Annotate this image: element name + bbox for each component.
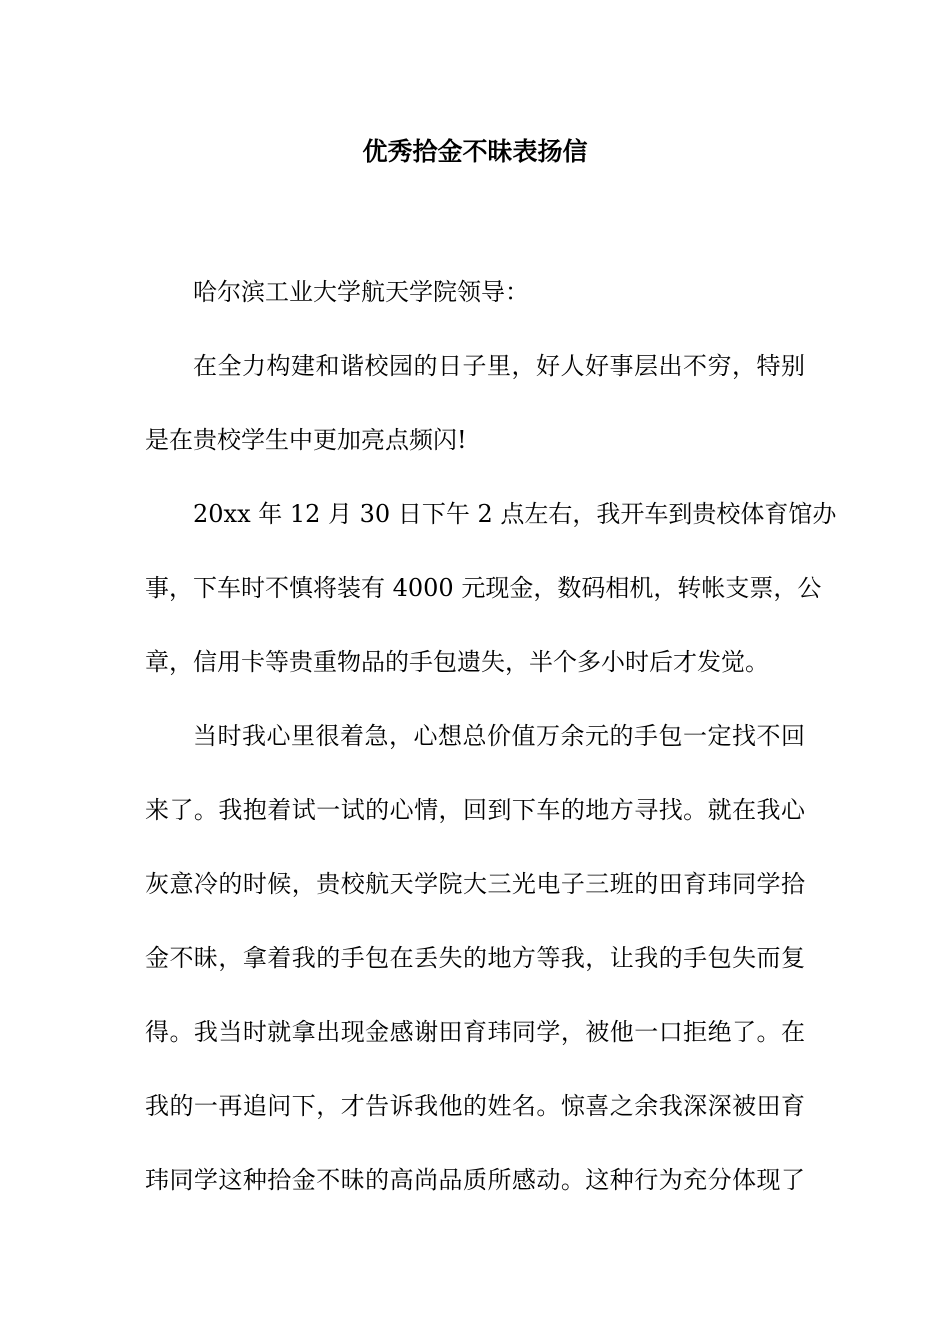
paragraph-line: 来了。我抱着试一试的心情，回到下车的地方寻找。就在我心 [145, 796, 805, 824]
paragraph-line: 灰意冷的时候，贵校航天学院大三光电子三班的田育玮同学拾 [145, 870, 805, 898]
paragraph-line: 得。我当时就拿出现金感谢田育玮同学，被他一口拒绝了。在 [145, 1018, 805, 1046]
paragraph-line: 20xx 年 12 月 30 日下午 2 点左右，我开车到贵校体育馆办 [193, 500, 837, 528]
paragraph-line: 玮同学这种拾金不昧的高尚品质所感动。这种行为充分体现了 [145, 1166, 805, 1194]
salutation-line: 哈尔滨工业大学航天学院领导： [193, 278, 529, 306]
paragraph-line: 章，信用卡等贵重物品的手包遗失，半个多小时后才发觉。 [145, 648, 769, 676]
paragraph-line: 是在贵校学生中更加亮点频闪! [145, 426, 467, 454]
paragraph-line: 当时我心里很着急，心想总价值万余元的手包一定找不回 [193, 722, 805, 750]
paragraph-line: 金不昧，拿着我的手包在丢失的地方等我，让我的手包失而复 [145, 944, 805, 972]
paragraph-line: 在全力构建和谐校园的日子里，好人好事层出不穷，特别 [193, 352, 805, 380]
letter-body [145, 255, 837, 1217]
document-title: 优秀拾金不昧表扬信 [362, 137, 588, 166]
paragraph-line: 我的一再追问下，才告诉我他的姓名。惊喜之余我深深被田育 [145, 1092, 805, 1120]
paragraph-line: 事，下车时不慎将装有 4000 元现金，数码相机，转帐支票，公 [145, 574, 822, 602]
